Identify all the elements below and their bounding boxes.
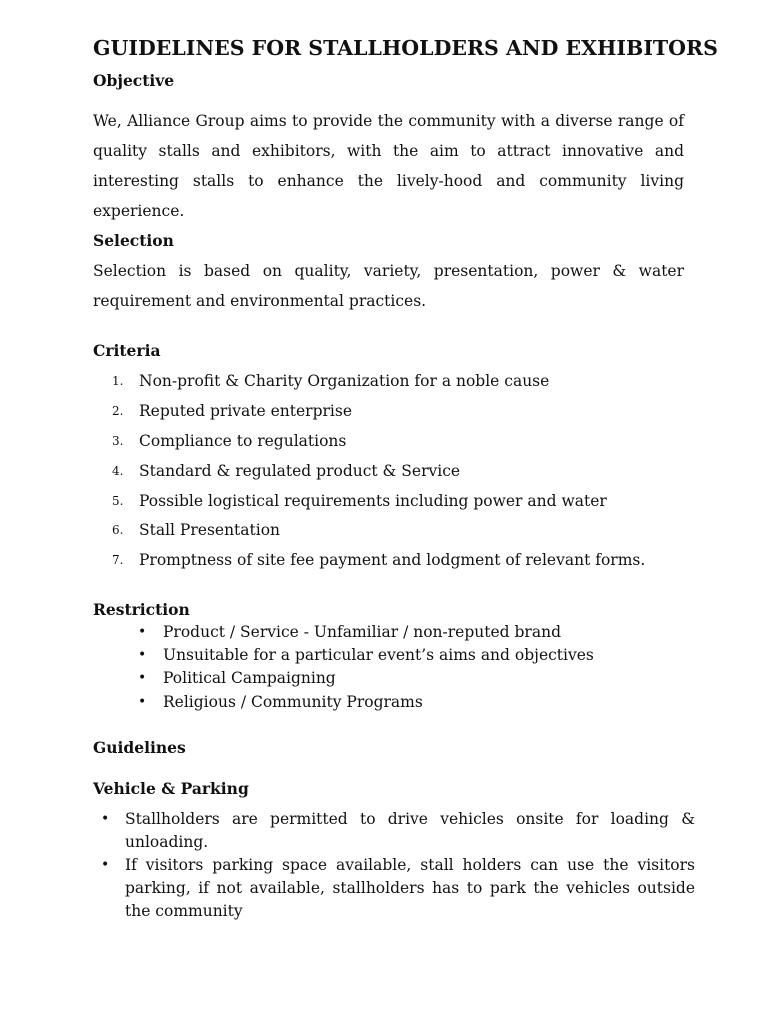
restriction-item	[93, 691, 693, 714]
criteria-item	[93, 396, 693, 426]
criteria-text: Compliance to regulations	[139, 431, 347, 450]
bullet-icon: •	[138, 670, 147, 687]
restriction-heading: Restriction	[93, 600, 190, 619]
restriction-text: Political Campaigning	[163, 669, 336, 688]
criteria-number: 3.	[112, 433, 124, 448]
bullet-icon: •	[101, 857, 110, 873]
selection-heading: Selection	[93, 231, 174, 250]
criteria-text: Stall Presentation	[139, 521, 281, 540]
criteria-number: 6.	[112, 523, 124, 538]
restriction-item	[93, 667, 693, 690]
criteria-item	[93, 456, 693, 486]
criteria-text: Possible logistical requirements including power and water	[139, 491, 607, 510]
bullet-icon: •	[138, 693, 147, 710]
criteria-text: Non-profit & Charity Organization for a noble cause	[139, 372, 550, 390]
bullet-icon: •	[138, 624, 147, 640]
criteria-number: 7.	[112, 553, 124, 568]
criteria-number: 1.	[112, 374, 124, 388]
criteria-text: Reputed private enterprise	[139, 401, 352, 420]
criteria-number: 4.	[112, 463, 124, 478]
criteria-item	[93, 366, 693, 396]
criteria-list	[93, 366, 693, 575]
restriction-list	[93, 621, 693, 714]
vehicle-parking-item	[93, 808, 695, 854]
bullet-icon: •	[101, 811, 110, 827]
restriction-item	[93, 644, 693, 667]
criteria-item	[93, 486, 693, 516]
vehicle-parking-item	[93, 854, 695, 923]
bullet-icon: •	[138, 647, 147, 664]
restriction-item	[93, 621, 693, 644]
restriction-text: Product / Service - Unfamiliar / non-reputed brand	[163, 623, 561, 641]
vehicle-parking-list	[93, 808, 695, 923]
objective-heading: Objective	[93, 71, 175, 90]
criteria-item	[93, 515, 693, 545]
restriction-text: Religious / Community Programs	[163, 692, 423, 711]
document-title: GUIDELINES FOR STALLHOLDERS AND EXHIBITORS	[93, 36, 718, 60]
restriction-text: Unsuitable for a particular event’s aims and objectives	[163, 646, 594, 665]
criteria-text: Promptness of site fee payment and lodgment of relevant forms.	[139, 551, 646, 570]
criteria-item	[93, 545, 693, 575]
objective-paragraph: We, Alliance Group aims to provide the community with a diverse range of quality stalls and exhibitors, with the aim to attract innovative and interesting stalls to enhance the lively-hood and community living experience.	[93, 112, 684, 220]
criteria-item	[93, 426, 693, 456]
criteria-heading: Criteria	[93, 341, 161, 360]
selection-paragraph: Selection is based on quality, variety, presentation, power & water requirement and environmental practices.	[93, 262, 684, 310]
vehicle-parking-text: Stallholders are permitted to drive vehicles onsite for loading & unloading.	[125, 810, 695, 851]
criteria-number: 5.	[112, 493, 124, 508]
guidelines-heading: Guidelines	[93, 738, 186, 757]
vehicle-parking-text: If visitors parking space available, stall holders can use the visitors parking, if not available, stallholders has to park the vehicles outside the community	[125, 856, 695, 920]
vehicle-parking-heading: Vehicle & Parking	[93, 779, 249, 798]
criteria-text: Standard & regulated product & Service	[139, 461, 461, 480]
criteria-number: 2.	[112, 403, 124, 418]
